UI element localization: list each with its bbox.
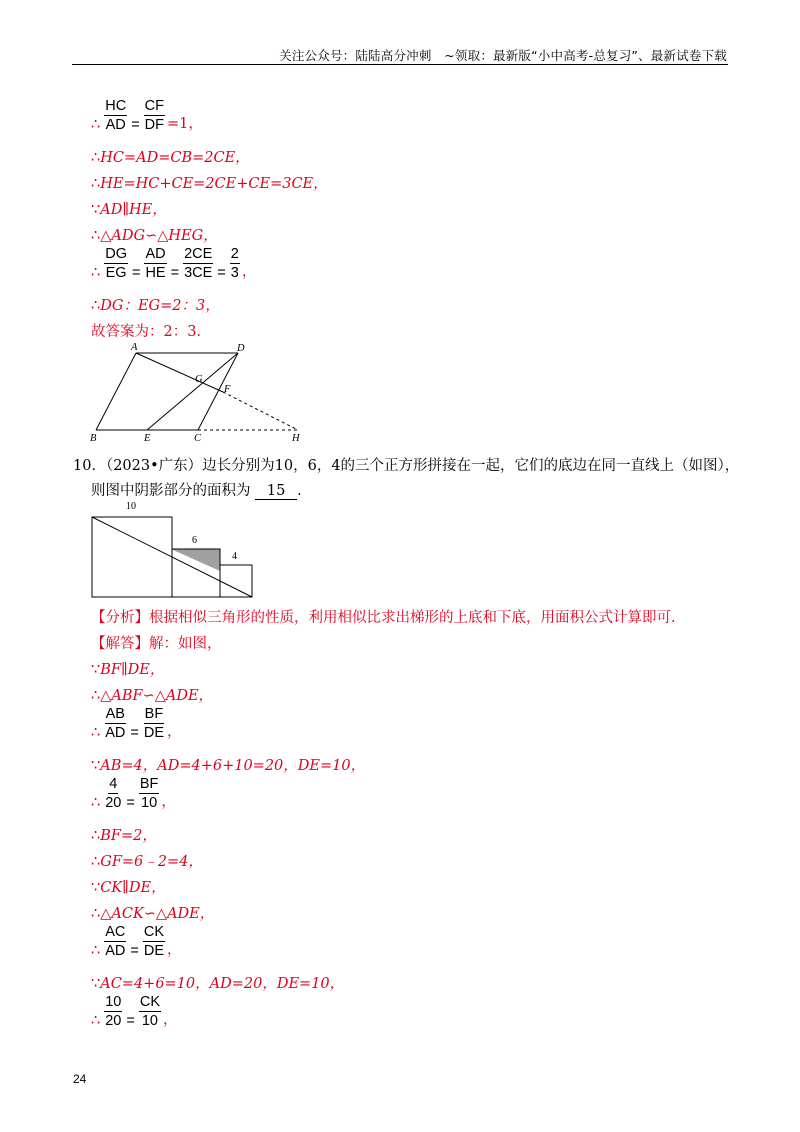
- solution-line: ∴BF=2，: [91, 828, 157, 844]
- label-a: A: [131, 342, 138, 353]
- label-f: F: [224, 384, 231, 395]
- page-header: [0, 0, 800, 63]
- label-g: G: [195, 374, 203, 385]
- fraction-line-dg-eg: ∴ $\frac{DG}{EG}$ = $\frac{AD}{HE}$ = $\frac{2CE}{3CE}$ = $\frac{2}{3}$ ，: [91, 246, 257, 281]
- fraction: $\frac{2CE}{3CE}$: [184, 246, 213, 281]
- fraction: $\frac{AD}{HE}$: [145, 246, 166, 281]
- fraction: $\frac{BF}{10}$: [139, 776, 159, 811]
- segment-dc: [198, 353, 238, 430]
- label-10: 10: [126, 501, 136, 512]
- solution-line: ∵AC=4+6=10，AD=20，DE=10，: [91, 976, 345, 992]
- header-rule: [72, 64, 728, 65]
- label-e: E: [144, 433, 151, 444]
- fraction: $\frac{10}{20}$: [105, 994, 122, 1029]
- fraction: $\frac{BF}{DE}$: [143, 706, 165, 741]
- therefore-symbol: ∴: [91, 117, 101, 133]
- fraction-line-ac-ad: ∴ $\frac{AC}{AD}$ = $\frac{CK}{DE}$ ，: [91, 924, 182, 959]
- segment-af: [136, 353, 223, 392]
- three-squares-figure: [86, 496, 258, 600]
- solution-line: ∴△ADG∽△HEG，: [91, 228, 218, 244]
- fraction-line-10-20: ∴ $\frac{10}{20}$ = $\frac{CK}{10}$ ，: [91, 994, 178, 1029]
- square-4: [220, 565, 252, 597]
- question-10-line2: 则图中阴影部分的面积为 15 ．: [91, 483, 312, 499]
- fraction-line-4-20: ∴ $\frac{4}{20}$ = $\frac{BF}{10}$ ，: [91, 776, 176, 811]
- parallelogram-figure: [88, 340, 308, 444]
- segment-fh-dashed: [223, 392, 298, 430]
- analysis-line: 【分析】根据相似三角形的性质，利用相似比求出梯形的上底和下底，用面积公式计算即可．: [91, 610, 686, 626]
- page-number: 24: [73, 1072, 87, 1086]
- solution-line: ∵AD∥HE，: [91, 202, 167, 218]
- fraction: $\frac{CK}{10}$: [139, 994, 160, 1029]
- answer-blank: 15: [255, 483, 297, 500]
- solution-line: ∴HC=AD=CB=2CE，: [91, 150, 250, 166]
- answer-line: 故答案为：2：3．: [91, 324, 211, 340]
- header-text: 关注公众号：陆陆高分冲刺 ~领取：最新版“小中高考-总复习”、最新试卷下载: [279, 48, 727, 63]
- fraction-line-hc-ad: ∴ $\frac{HC}{AD}$ = $\frac{CF}{DF}$ =1，: [91, 98, 203, 133]
- fraction: $\frac{AB}{AD}$: [105, 706, 126, 741]
- fraction: $\frac{CF}{DF}$: [144, 98, 164, 133]
- label-b: B: [90, 433, 97, 444]
- solution-line: ∵BF∥DE，: [91, 662, 165, 678]
- fraction: $\frac{2}{3}$: [230, 246, 239, 281]
- square-10: [92, 517, 172, 597]
- label-6: 6: [192, 535, 197, 546]
- solution-line: ∵CK∥DE，: [91, 880, 166, 896]
- solution-line: ∵AB=4，AD=4+6+10=20，DE=10，: [91, 758, 366, 774]
- solution-line: ∴△ACK∽△ADE，: [91, 906, 215, 922]
- question-10-line1: 10．（2023•广东）边长分别为10，6，4的三个正方形拼接在一起，它们的底边在同一直线上（如图），: [73, 458, 740, 474]
- solution-line: ∴GF=6﹣2=4，: [91, 854, 203, 870]
- segment-ab: [96, 353, 136, 430]
- label-d: D: [237, 343, 245, 354]
- therefore-symbol: ∴: [91, 265, 101, 281]
- fraction: $\frac{AC}{AD}$: [105, 924, 126, 959]
- solution-head: 【解答】解：如图，: [91, 636, 222, 652]
- label-4: 4: [232, 551, 237, 562]
- fraction-line-ab-ad: ∴ $\frac{AB}{AD}$ = $\frac{BF}{DE}$ ，: [91, 706, 182, 741]
- label-c: C: [194, 433, 202, 444]
- solution-line: ∴△ABF∽△ADE，: [91, 688, 214, 704]
- fraction: $\frac{DG}{EG}$: [105, 246, 127, 281]
- label-h: H: [292, 433, 300, 444]
- fraction: $\frac{4}{20}$: [105, 776, 122, 811]
- fraction: $\frac{CK}{DE}$: [143, 924, 165, 959]
- solution-line: ∴DG：EG=2：3，: [91, 298, 220, 314]
- fraction: $\frac{HC}{AD}$: [105, 98, 127, 133]
- solution-line: ∴HE=HC+CE=2CE+CE=3CE，: [91, 176, 328, 192]
